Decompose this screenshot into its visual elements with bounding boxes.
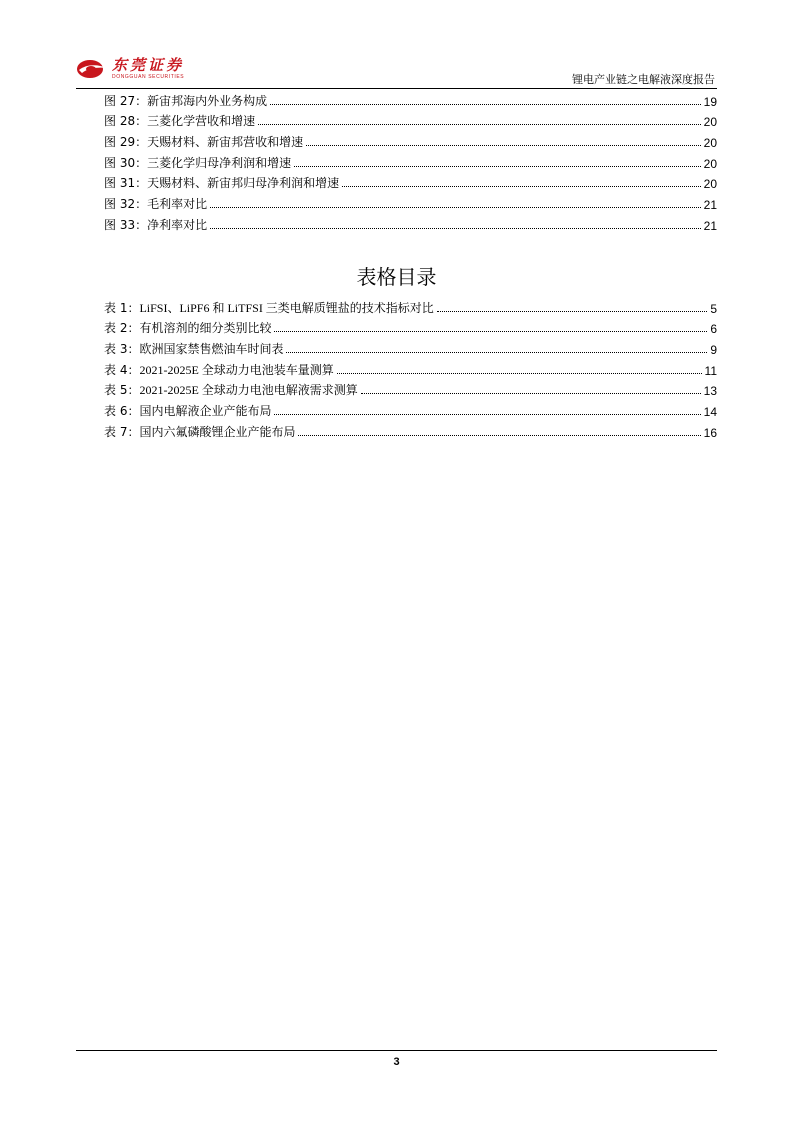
- toc-dot-leader: [342, 185, 701, 187]
- table-list: [104, 295, 717, 440]
- toc-entry-title: 有机溶剂的细分类别比较: [139, 321, 272, 336]
- toc-entry-figure-33[interactable]: [104, 212, 717, 233]
- toc-entry-table-4[interactable]: [104, 357, 717, 378]
- toc-dot-leader: [306, 144, 701, 146]
- toc-dot-leader: [361, 392, 701, 394]
- toc-entry-title: 2021-2025E 全球动力电池电解液需求测算: [139, 383, 358, 398]
- toc-entry-label: 表 7：: [104, 424, 140, 439]
- toc-entry-label: 图 27：: [104, 93, 148, 108]
- toc-entry-page: 20: [703, 156, 717, 171]
- toc-entry-label: 图 29：: [104, 135, 148, 150]
- toc-dot-leader: [274, 330, 707, 332]
- toc-entry-table-3[interactable]: [104, 336, 717, 357]
- toc-entry-label: 表 2：: [104, 321, 140, 336]
- toc-dot-leader: [337, 372, 702, 374]
- toc-dot-leader: [210, 227, 701, 229]
- toc-entry-table-7[interactable]: [104, 419, 717, 440]
- toc-entry-label: 表 4：: [104, 362, 140, 377]
- logo-swoosh-icon: [76, 58, 108, 80]
- toc-entry-label: 图 31：: [104, 176, 148, 191]
- toc-entry-label: 图 32：: [104, 197, 148, 212]
- toc-entry-label: 表 3：: [104, 342, 140, 357]
- toc-entry-figure-32[interactable]: [104, 191, 717, 212]
- toc-dot-leader: [258, 123, 701, 125]
- page-header: [76, 56, 717, 88]
- toc-entry-figure-30[interactable]: [104, 150, 717, 171]
- report-title: 锂电产业链之电解液深度报告: [572, 73, 715, 86]
- toc-entry-title: 三菱化学营收和增速: [147, 114, 256, 129]
- page-number: 3: [393, 1056, 400, 1068]
- toc-dot-leader: [286, 351, 707, 353]
- toc-entry-table-1[interactable]: [104, 295, 717, 316]
- footer-divider: [76, 1050, 717, 1051]
- toc-entry-page: 5: [710, 301, 717, 316]
- toc-entry-title: 2021-2025E 全球动力电池装车量测算: [139, 362, 334, 377]
- toc-entry-label: 图 28：: [104, 114, 148, 129]
- toc-dot-leader: [437, 310, 708, 312]
- logo-chinese-name: 东莞证券: [112, 56, 185, 74]
- toc-entry-title: 净利率对比: [147, 217, 208, 232]
- toc-entry-title: 国内电解液企业产能布局: [139, 404, 272, 419]
- toc-dot-leader: [298, 434, 700, 436]
- toc-entry-figure-27[interactable]: [104, 88, 717, 109]
- toc-entry-figure-31[interactable]: [104, 171, 717, 192]
- company-logo: [76, 56, 184, 82]
- toc-entry-page: 16: [703, 425, 717, 440]
- toc-entry-page: 21: [703, 218, 717, 233]
- toc-entry-page: 21: [703, 198, 717, 213]
- toc-entry-page: 9: [710, 343, 717, 358]
- figure-list: [104, 88, 717, 233]
- toc-entry-title: 新宙邦海内外业务构成: [147, 93, 268, 108]
- toc-entry-title: LiFSI、LiPF6 和 LiTFSI 三类电解质锂盐的技术指标对比: [139, 300, 434, 315]
- toc-entry-page: 11: [704, 363, 717, 378]
- toc-entry-title: 毛利率对比: [147, 197, 208, 212]
- toc-entry-figure-28[interactable]: [104, 109, 717, 130]
- toc-entry-table-6[interactable]: [104, 398, 717, 419]
- logo-english-name: DONGGUAN SECURITIES: [112, 74, 185, 80]
- toc-entry-label: 图 30：: [104, 155, 148, 170]
- toc-dot-leader: [274, 413, 700, 415]
- toc-entry-label: 表 6：: [104, 404, 140, 419]
- toc-entry-page: 6: [710, 322, 717, 337]
- toc-entry-title: 欧洲国家禁售燃油车时间表: [139, 342, 284, 357]
- toc-entry-label: 图 33：: [104, 217, 148, 232]
- toc-entry-label: 表 5：: [104, 383, 140, 398]
- toc-entry-title: 国内六氟磷酸锂企业产能布局: [139, 424, 296, 439]
- toc-entry-figure-29[interactable]: [104, 129, 717, 150]
- toc-entry-page: 13: [703, 384, 717, 399]
- toc-entry-title: 三菱化学归母净利润和增速: [147, 155, 292, 170]
- toc-entry-title: 天赐材料、新宙邦营收和增速: [147, 135, 304, 150]
- toc-entry-page: 20: [703, 177, 717, 192]
- table-list-heading: 表格目录: [356, 265, 437, 289]
- toc-entry-table-2[interactable]: [104, 316, 717, 337]
- toc-dot-leader: [270, 103, 701, 105]
- toc-dot-leader: [294, 165, 701, 167]
- toc-dot-leader: [210, 206, 701, 208]
- toc-entry-page: 20: [703, 115, 717, 130]
- toc-entry-page: 14: [703, 405, 717, 420]
- toc-entry-title: 天赐材料、新宙邦归母净利润和增速: [147, 176, 340, 191]
- toc-entry-table-5[interactable]: [104, 378, 717, 399]
- toc-entry-label: 表 1：: [104, 300, 140, 315]
- toc-entry-page: 19: [703, 94, 717, 109]
- toc-entry-page: 20: [703, 136, 717, 151]
